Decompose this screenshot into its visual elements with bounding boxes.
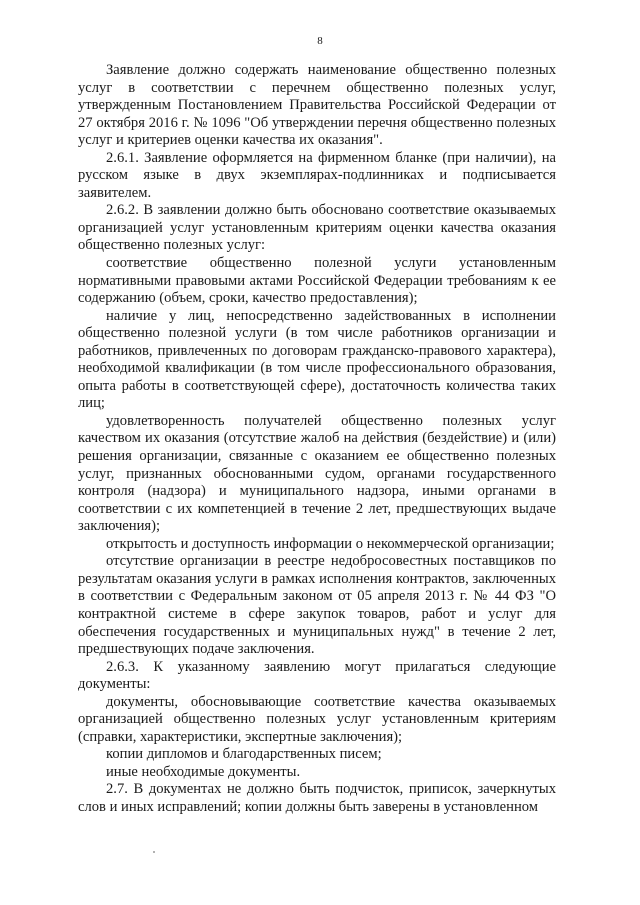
- criterion-compliance: соответствие общественно полезной услуги установленным нормативными правовыми актами Российской Федерации требованиям к ее содержанию (объем, сроки, качество предоставления);: [78, 255, 556, 307]
- paragraph-2-6-1: 2.6.1. Заявление оформляется на фирменном бланке (при наличии), на русском языке в двух экземплярах-подлинниках и подписывается заявителем.: [78, 149, 556, 201]
- criterion-no-registry: отсутствие организации в реестре недобросовестных поставщиков по результатам оказания услуги в рамках исполнения контрактов, заключенных в соответствии с Федеральным законом от 05 апреля 2013 г. № 44 ФЗ "О контрактной системе в сфере закупок товаров, работ и услуг для обеспечения государственных и муниципальных нужд" в течение 2 лет, предшествующих подаче заключения.: [78, 553, 556, 658]
- paragraph-2-7: 2.7. В документах не должно быть подчисток, приписок, зачеркнутых слов и иных исправлений; копии должны быть заверены в установленном: [78, 781, 556, 815]
- attachment-quality-docs: документы, обосновывающие соответствие качества оказываемых организацией общественно полезных услуг установленным критериям (справки, характеристики, экспертные заключения);: [78, 693, 556, 745]
- page-number: 8: [317, 35, 323, 47]
- paragraph-2-6-2: 2.6.2. В заявлении должно быть обосновано соответствие оказываемых организацией услуг установленным критериям оценки качества оказания общественно полезных услуг:: [78, 202, 556, 254]
- document-body: [78, 62, 556, 817]
- criterion-openness: открытость и доступность информации о некоммерческой организации;: [106, 535, 555, 552]
- paragraph-2-6-3: 2.6.3. К указанному заявлению могут прилагаться следующие документы:: [78, 658, 556, 693]
- scan-speck: [153, 851, 155, 853]
- paragraph-service-statement: Заявление должно содержать наименование общественно полезных услуг в соответствии с перечнем общественно полезных услуг, утвержденным Постановлением Правительства Российской Федерации от 27 октября 2016 г. № 1096 "Об утверждении перечня общественно полезных услуг и критериев оценки качества их оказания".: [78, 62, 556, 149]
- attachment-diplomas: копии дипломов и благодарственных писем;: [106, 746, 382, 763]
- attachment-other: иные необходимые документы.: [106, 763, 301, 780]
- criterion-qualification: наличие у лиц, непосредственно задействованных в исполнении общественно полезной услуги (в том числе работников организации и работников, привлеченных по договорам гражданско-правового характера), необходимой квалификации (в том числе профессионального образования, опыта работы в соответствующей сфере), достаточность количества таких лиц;: [78, 307, 556, 412]
- criterion-satisfaction: удовлетворенность получателей общественно полезных услуг качеством их оказания (отсутствие жалоб на действия (бездействие) и (или) решения организации, связанные с оказанием ее общественно полезных услуг, признанных обоснованными судом, органами государственного контроля (надзора) и муниципального надзора, иными органами в соответствии с их компетенцией в течение 2 лет, предшествующих выдаче заключения);: [78, 412, 556, 535]
